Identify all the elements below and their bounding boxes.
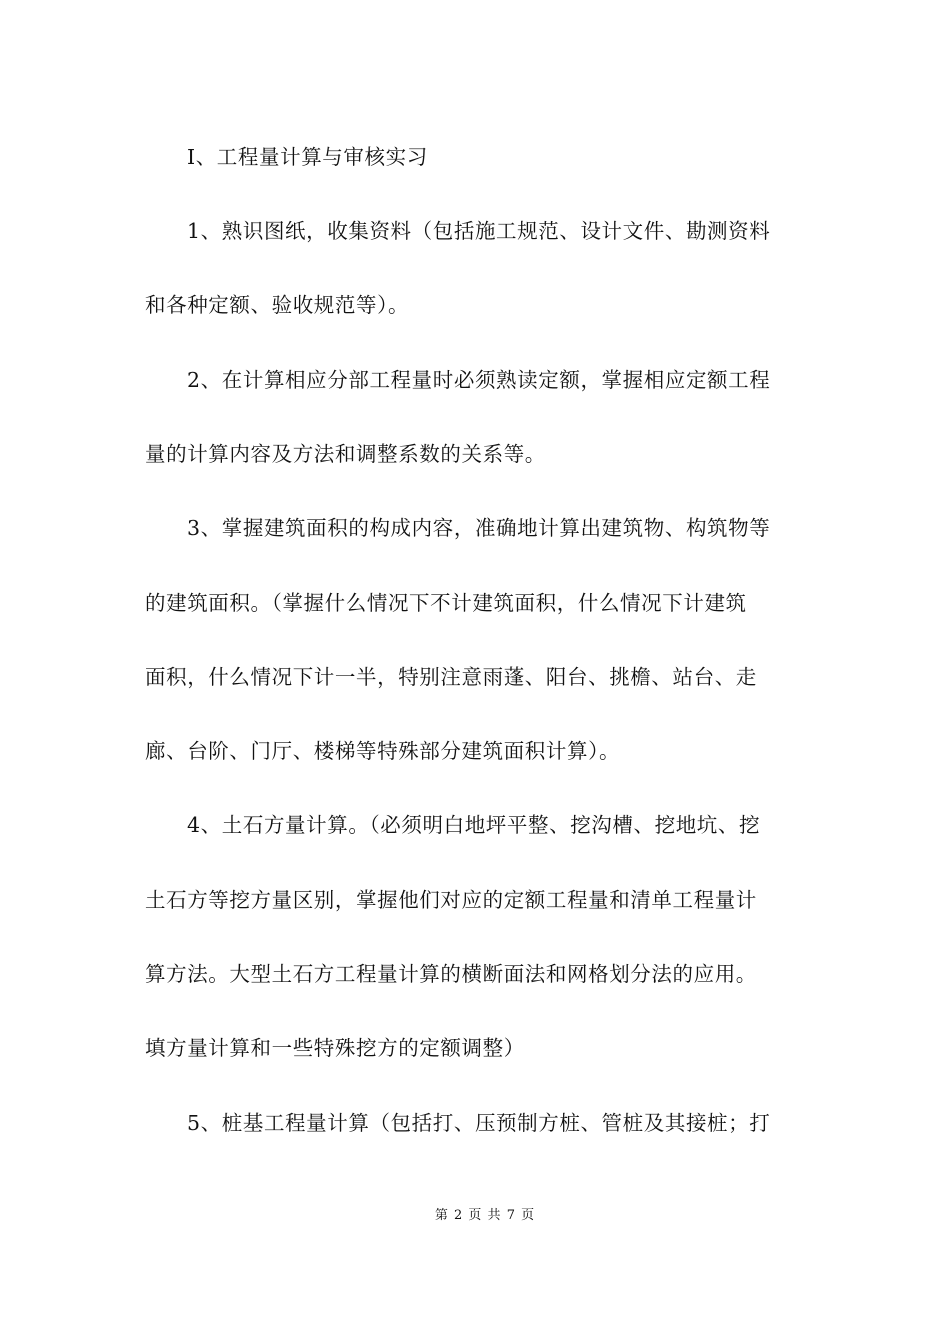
paragraph-line: 的建筑面积。（掌握什么情况下不计建筑面积，什么情况下计建筑 (145, 591, 747, 615)
paragraph-line: 面积，什么情况下计一半，特别注意雨蓬、阳台、挑檐、站台、走 (145, 665, 757, 689)
paragraph-line: 3、掌握建筑面积的构成内容，准确地计算出建筑物、构筑物等 (187, 516, 771, 540)
paragraph-line: 算方法。大型土石方工程量计算的横断面法和网格划分法的应用。 (145, 962, 757, 986)
paragraph-line: 填方量计算和一些特殊挖方的定额调整） (145, 1036, 525, 1060)
section-heading: I、工程量计算与审核实习 (187, 145, 428, 169)
paragraph-line: 量的计算内容及方法和调整系数的关系等。 (145, 442, 546, 466)
paragraph-line: 和各种定额、验收规范等）。 (145, 293, 410, 317)
paragraph-line: 廊、台阶、门厅、楼梯等特殊部分建筑面积计算）。 (145, 739, 621, 763)
paragraph-line: 2、在计算相应分部工程量时必须熟读定额，掌握相应定额工程 (187, 368, 771, 392)
paragraph-line: 4、土石方量计算。（必须明白地坪平整、挖沟槽、挖地坑、挖 (187, 813, 761, 837)
paragraph-line: 1、熟识图纸，收集资料（包括施工规范、设计文件、勘测资料 (187, 219, 771, 243)
paragraph-line: 5、桩基工程量计算（包括打、压预制方桩、管桩及其接桩；打 (187, 1111, 771, 1135)
page-number-footer: 第 2 页 共 7 页 (434, 1208, 536, 1223)
paragraph-line: 土石方等挖方量区别，掌握他们对应的定额工程量和清单工程量计 (145, 888, 757, 912)
